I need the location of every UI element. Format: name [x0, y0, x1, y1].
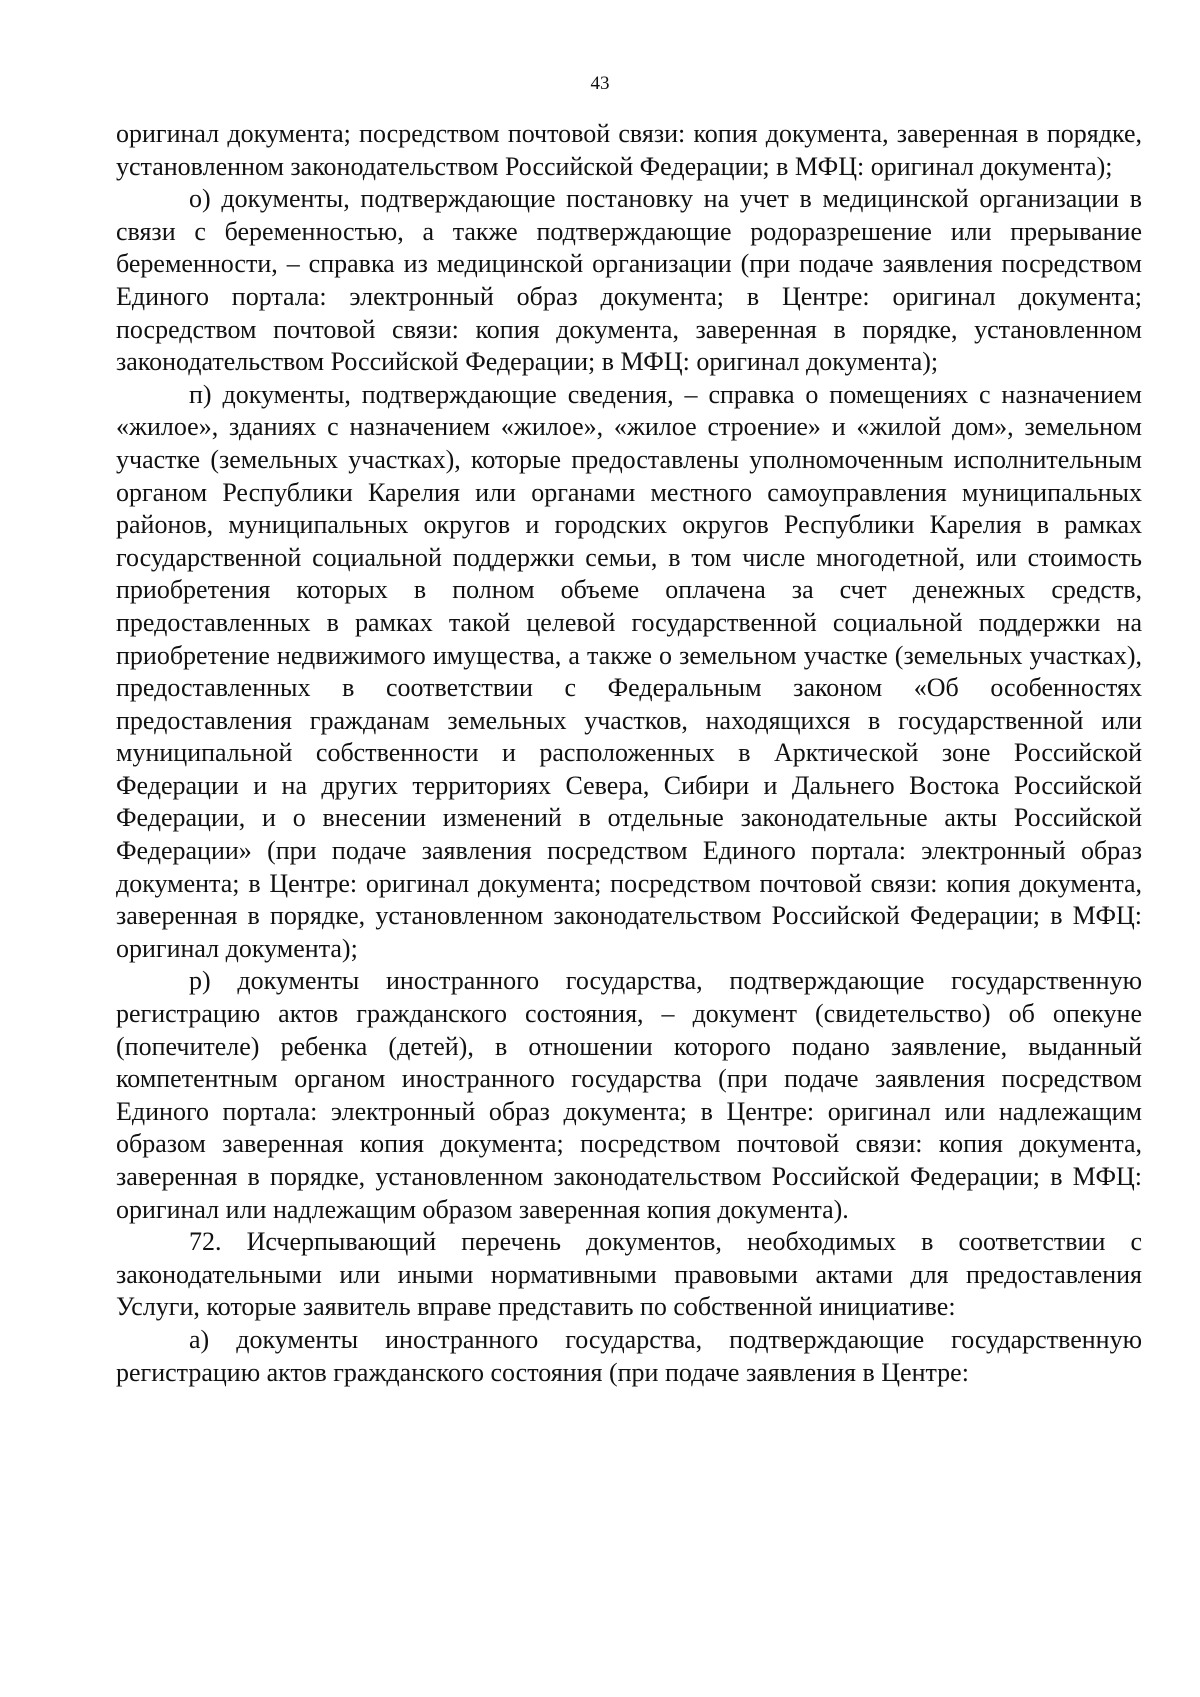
paragraph-continuation: оригинал документа; посредством почтовой связи: копия документа, заверенная в порядке, установленном законодательством Российской Федерации; в МФЦ: оригинал документа); [116, 119, 1142, 181]
paragraph-item-r: р) документы иностранного государства, подтверждающие государственную регистрацию актов гражданского состояния, – документ (свидетельство) об опекуне (попечителе) ребенка (детей), в отношении которого подано заявление, выданный компетентным органом иностранного государства (при подаче заявления посредством Единого портала: электронный образ документа; в Центре: оригинал или надлежащим образом заверенная копия документа; посредством почтовой связи: копия документа, заверенная в порядке, установленном законодательством Российской Федерации; в МФЦ: оригинал или надлежащим образом заверенная копия документа). [116, 966, 1142, 1224]
page-number: 43 [590, 73, 610, 94]
document-body [116, 118, 1142, 1389]
paragraph-item-o: о) документы, подтверждающие постановку на учет в медицинской организации в связи с беременностью, а также подтверждающие родоразрешение или прерывание беременности, – справка из медицинской организации (при подаче заявления посредством Единого портала: электронный образ документа; в Центре: оригинал документа; посредством почтовой связи: копия документа, заверенная в порядке, установленном законодательством Российской Федерации; в МФЦ: оригинал документа); [116, 184, 1142, 377]
paragraph-clause-72: 72. Исчерпывающий перечень документов, необходимых в соответствии с законодательными или иными нормативными правовыми актами для предоставления Услуги, которые заявитель вправе представить по собственной инициативе: [116, 1227, 1142, 1322]
paragraph-item-p: п) документы, подтверждающие сведения, – справка о помещениях с назначением «жилое», зданиях с назначением «жилое», «жилое строение» и «жилой дом», земельном участке (земельных участках), которые предоставлены уполномоченным исполнительным органом Республики Карелия или органами местного самоуправления муниципальных районов, муниципальных округов и городских округов Республики Карелия в рамках государственной социальной поддержки семьи, в том числе многодетной, или стоимость приобретения которых в полном объеме оплачена за счет денежных средств, предоставленных в рамках такой целевой государственной социальной поддержки на приобретение недвижимого имущества, а также о земельном участке (земельных участках), предоставленных в соответствии с Федеральным законом «Об особенностях предоставления гражданам земельных участков, находящихся в государственной или муниципальной собственности и расположенных в Арктической зоне Российской Федерации и на других территориях Севера, Сибири и Дальнего Востока Российской Федерации, и о внесении изменений в отдельные законодательные акты Российской Федерации» (при подаче заявления посредством Единого портала: электронный образ документа; в Центре: оригинал документа; посредством почтовой связи: копия документа, заверенная в порядке, установленном законодательством Российской Федерации; в МФЦ: оригинал документа); [116, 379, 1142, 963]
paragraph-item-a: а) документы иностранного государства, подтверждающие государственную регистрацию актов гражданского состояния (при подаче заявления в Центре: [116, 1324, 1142, 1387]
